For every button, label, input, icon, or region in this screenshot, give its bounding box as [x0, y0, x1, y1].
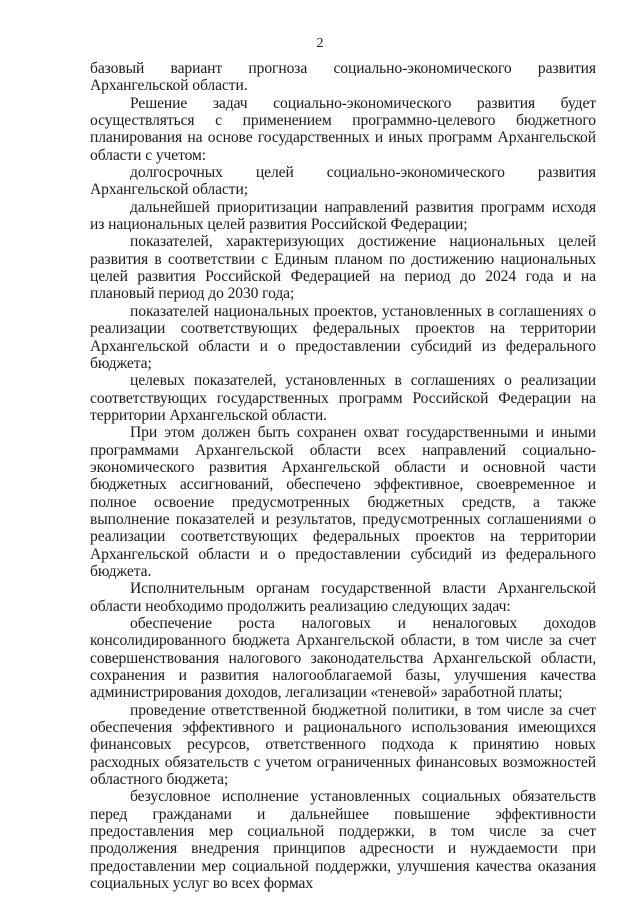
paragraph: показателей, характеризующих достижение национальных целей развития в соответствии с Единым планом по достижению национальных целей развития Российской Федерацией на период до 2024 года и на плановый период до 2030 года;	[90, 233, 596, 303]
paragraph: Решение задач социально-экономического развития будет осуществляться с применением программно-целевого бюджетного планирования на основе государственных и иных программ Архангельской области с учетом:	[90, 94, 596, 164]
paragraph: обеспечение роста налоговых и неналоговых доходов консолидированного бюджета Архангельской области, в том числе за счет совершенствования налогового законодательства Архангельской области, сохранения и развития налогооблагаемой базы, улучшения качества администрирования доходов, легализации «теневой» заработной платы;	[90, 615, 596, 702]
paragraph: долгосрочных целей социально-экономического развития Архангельской области;	[90, 164, 596, 199]
paragraph: При этом должен быть сохранен охват государственными и иными программами Архангельской области всех направлений социально-экономического развития Архангельской области и основной части бюджетных ассигнований, обеспечено эффективное, своевременное и полное освоение предусмотренных бюджетных средств, а также выполнение показателей и результатов, предусмотренных соглашениями о реализации соответствующих федеральных проектов на территории Архангельской области и о предоставлении субсидий из федерального бюджета.	[90, 424, 596, 580]
paragraph: целевых показателей, установленных в соглашениях о реализации соответствующих государственных программ Российской Федерации на территории Архангельской области.	[90, 372, 596, 424]
paragraph: Исполнительным органам государственной власти Архангельской области необходимо продолжить реализацию следующих задач:	[90, 580, 596, 615]
paragraph: проведение ответственной бюджетной политики, в том числе за счет обеспечения эффективного и рационального использования имеющихся финансовых ресурсов, ответственного подхода к принятию новых расходных обязательств с учетом ограниченных финансовых возможностей областного бюджета;	[90, 701, 596, 789]
page-number: 2	[316, 36, 324, 51]
paragraph: базовый вариант прогноза социально-экономического развития Архангельской области.	[90, 60, 596, 95]
body-text	[90, 60, 596, 893]
paragraph: безусловное исполнение установленных социальных обязательств перед гражданами и дальнейшее повышение эффективности предоставления мер социальной поддержки, в том числе за счет продолжения внедрения принципов адресности и нуждаемости при предоставлении мер социальной поддержки, улучшения качества оказания социальных услуг во всех формах	[90, 788, 596, 893]
paragraph: показателей национальных проектов, установленных в соглашениях о реализации соответствующих федеральных проектов на территории Архангельской области и о предоставлении субсидий из федерального бюджета;	[90, 302, 596, 372]
paragraph: дальнейшей приоритизации направлений развития программ исходя из национальных целей развития Российской Федерации;	[90, 198, 596, 234]
